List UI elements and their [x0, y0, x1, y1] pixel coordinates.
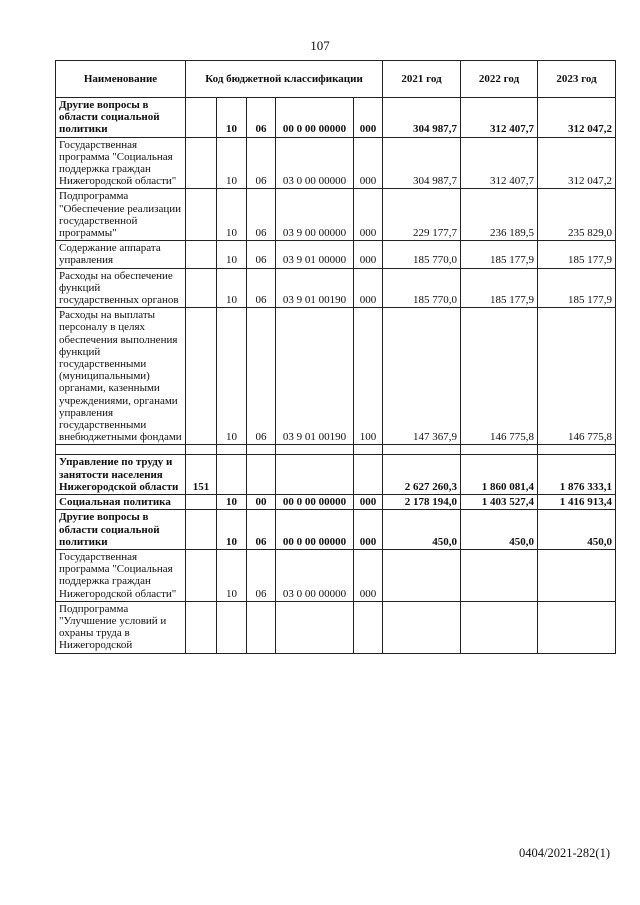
cell-ved	[186, 137, 217, 189]
spacer-cell	[247, 445, 276, 455]
cell-csr	[276, 601, 354, 653]
cell-ved	[186, 510, 217, 550]
table-row	[56, 308, 616, 445]
cell-y2023: 185 177,9	[538, 268, 616, 308]
table-row	[56, 268, 616, 308]
cell-name: Другие вопросы в области социальной политики	[56, 510, 186, 550]
spacer-cell	[461, 445, 538, 455]
cell-y2022: 236 189,5	[461, 189, 538, 241]
cell-rz: 10	[217, 495, 247, 510]
cell-vr: 000	[354, 495, 383, 510]
cell-pr: 06	[247, 308, 276, 445]
cell-rz: 10	[217, 189, 247, 241]
page-number: 107	[310, 38, 330, 53]
table-spacer-row	[56, 445, 616, 455]
cell-y2022	[461, 601, 538, 653]
cell-pr	[247, 455, 276, 495]
cell-pr: 06	[247, 189, 276, 241]
cell-name: Государственная программа "Социальная поддержка граждан Нижегородской области"	[56, 137, 186, 189]
cell-y2022	[461, 549, 538, 601]
cell-rz: 10	[217, 510, 247, 550]
cell-name: Государственная программа "Социальная поддержка граждан Нижегородской области"	[56, 549, 186, 601]
cell-name: Подпрограмма "Обеспечение реализации государственной программы"	[56, 189, 186, 241]
spacer-cell	[538, 445, 616, 455]
cell-name: Другие вопросы в области социальной политики	[56, 98, 186, 138]
cell-y2021: 2 178 194,0	[383, 495, 461, 510]
spacer-cell	[383, 445, 461, 455]
cell-pr: 06	[247, 137, 276, 189]
cell-y2022: 185 177,9	[461, 241, 538, 268]
table-row	[56, 601, 616, 653]
cell-vr: 000	[354, 241, 383, 268]
cell-csr: 03 9 01 00000	[276, 241, 354, 268]
cell-ved	[186, 268, 217, 308]
cell-csr: 03 9 01 00190	[276, 268, 354, 308]
cell-vr: 000	[354, 268, 383, 308]
cell-y2023: 1 416 913,4	[538, 495, 616, 510]
table-row	[56, 241, 616, 268]
spacer-cell	[354, 445, 383, 455]
cell-pr: 00	[247, 495, 276, 510]
cell-y2022: 450,0	[461, 510, 538, 550]
cell-name: Расходы на выплаты персоналу в целях обеспечения выполнения функций государственными (муниципальными) органами, казенными учреждениями, органами управления государственными внебюджетными фондами	[56, 308, 186, 445]
cell-pr: 06	[247, 268, 276, 308]
cell-y2022: 1 403 527,4	[461, 495, 538, 510]
cell-rz	[217, 601, 247, 653]
cell-name: Подпрограмма "Улучшение условий и охраны труда в Нижегородской	[56, 601, 186, 653]
cell-pr: 06	[247, 510, 276, 550]
table-row	[56, 455, 616, 495]
cell-csr: 00 0 00 00000	[276, 495, 354, 510]
cell-y2021	[383, 549, 461, 601]
cell-pr: 06	[247, 549, 276, 601]
cell-name: Управление по труду и занятости населения Нижегородской области	[56, 455, 186, 495]
cell-csr: 00 0 00 00000	[276, 98, 354, 138]
cell-y2023: 146 775,8	[538, 308, 616, 445]
cell-vr: 000	[354, 510, 383, 550]
cell-y2022: 312 407,7	[461, 137, 538, 189]
spacer-cell	[56, 445, 186, 455]
cell-ved	[186, 98, 217, 138]
cell-vr	[354, 455, 383, 495]
cell-y2021: 2 627 260,3	[383, 455, 461, 495]
table-body	[56, 98, 616, 654]
spacer-cell	[276, 445, 354, 455]
cell-ved: 151	[186, 455, 217, 495]
cell-y2023	[538, 549, 616, 601]
cell-y2023: 450,0	[538, 510, 616, 550]
cell-ved	[186, 189, 217, 241]
document-number: 0404/2021-282(1)	[519, 846, 610, 860]
cell-vr: 000	[354, 189, 383, 241]
cell-vr: 100	[354, 308, 383, 445]
cell-pr: 06	[247, 241, 276, 268]
cell-name: Расходы на обеспечение функций государственных органов	[56, 268, 186, 308]
cell-y2023: 312 047,2	[538, 137, 616, 189]
cell-y2021: 304 987,7	[383, 137, 461, 189]
header-2023: 2023 год	[538, 61, 616, 98]
table-row	[56, 510, 616, 550]
cell-ved	[186, 241, 217, 268]
header-code: Код бюджетной классификации	[186, 61, 383, 98]
header-2021: 2021 год	[383, 61, 461, 98]
cell-y2021: 450,0	[383, 510, 461, 550]
cell-csr: 00 0 00 00000	[276, 510, 354, 550]
cell-ved	[186, 601, 217, 653]
cell-csr	[276, 455, 354, 495]
table-row	[56, 495, 616, 510]
cell-name: Содержание аппарата управления	[56, 241, 186, 268]
cell-y2023: 235 829,0	[538, 189, 616, 241]
cell-vr: 000	[354, 549, 383, 601]
cell-name: Социальная политика	[56, 495, 186, 510]
cell-rz: 10	[217, 137, 247, 189]
cell-csr: 03 9 00 00000	[276, 189, 354, 241]
cell-y2023	[538, 601, 616, 653]
cell-pr	[247, 601, 276, 653]
cell-rz	[217, 455, 247, 495]
cell-y2021: 304 987,7	[383, 98, 461, 138]
cell-vr: 000	[354, 98, 383, 138]
cell-y2023: 1 876 333,1	[538, 455, 616, 495]
header-name: Наименование	[56, 61, 186, 98]
table-row	[56, 98, 616, 138]
cell-y2021: 185 770,0	[383, 268, 461, 308]
table-row	[56, 189, 616, 241]
cell-ved	[186, 308, 217, 445]
table-row	[56, 137, 616, 189]
cell-ved	[186, 495, 217, 510]
cell-csr: 03 0 00 00000	[276, 549, 354, 601]
cell-y2022: 1 860 081,4	[461, 455, 538, 495]
spacer-cell	[217, 445, 247, 455]
budget-table	[55, 60, 616, 654]
cell-vr	[354, 601, 383, 653]
cell-y2023: 185 177,9	[538, 241, 616, 268]
cell-rz: 10	[217, 549, 247, 601]
cell-pr: 06	[247, 98, 276, 138]
cell-rz: 10	[217, 241, 247, 268]
cell-y2021: 185 770,0	[383, 241, 461, 268]
cell-y2021: 229 177,7	[383, 189, 461, 241]
table-header-row	[56, 61, 616, 98]
cell-rz: 10	[217, 308, 247, 445]
cell-y2021: 147 367,9	[383, 308, 461, 445]
cell-y2022: 312 407,7	[461, 98, 538, 138]
cell-y2022: 146 775,8	[461, 308, 538, 445]
cell-y2023: 312 047,2	[538, 98, 616, 138]
cell-csr: 03 9 01 00190	[276, 308, 354, 445]
cell-y2022: 185 177,9	[461, 268, 538, 308]
table-row	[56, 549, 616, 601]
spacer-cell	[186, 445, 217, 455]
cell-csr: 03 0 00 00000	[276, 137, 354, 189]
cell-vr: 000	[354, 137, 383, 189]
cell-y2021	[383, 601, 461, 653]
cell-rz: 10	[217, 98, 247, 138]
header-2022: 2022 год	[461, 61, 538, 98]
cell-rz: 10	[217, 268, 247, 308]
cell-ved	[186, 549, 217, 601]
